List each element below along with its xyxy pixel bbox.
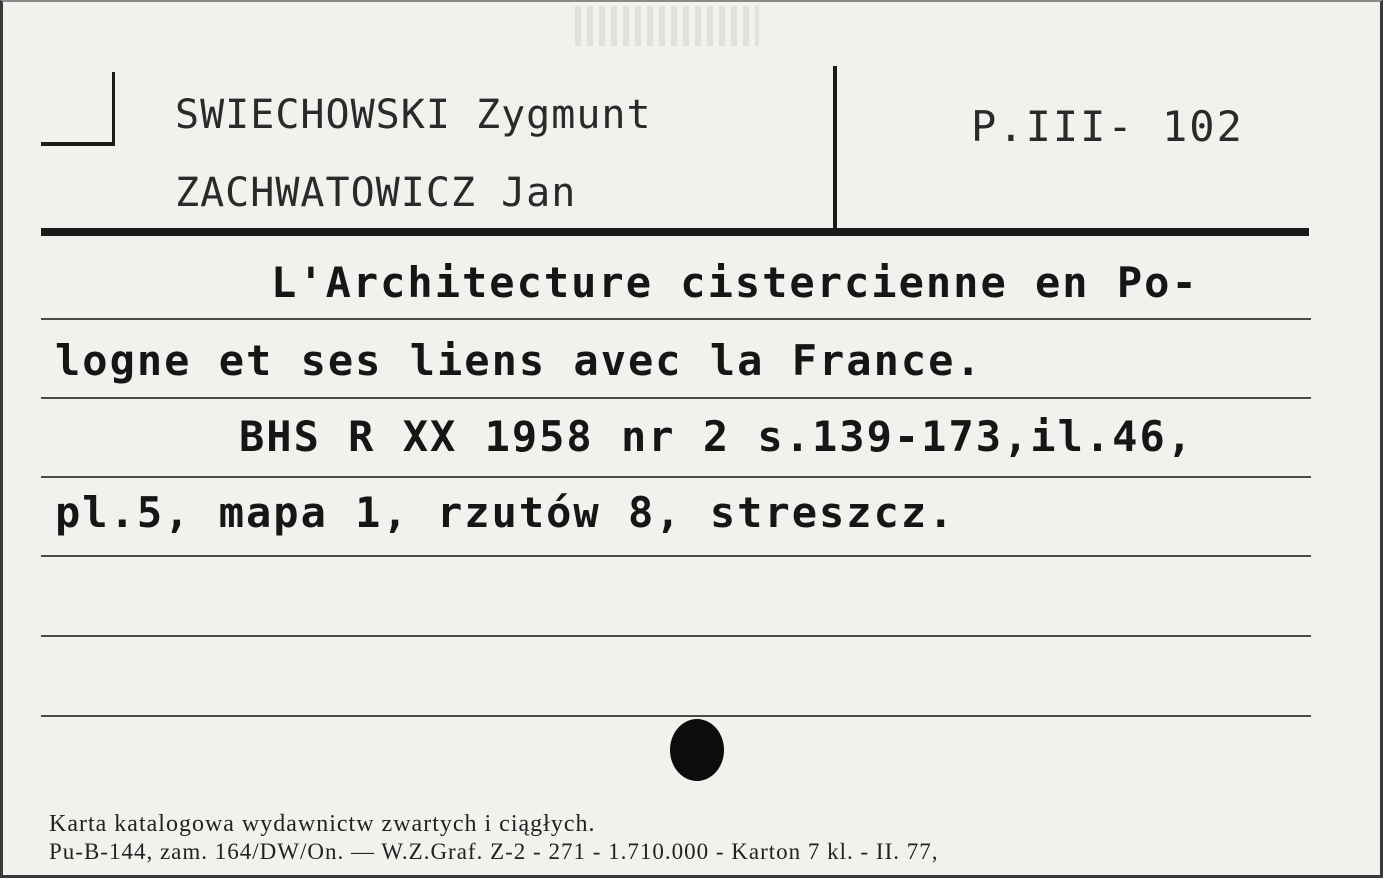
ruled-line — [41, 476, 1311, 478]
ruled-line — [41, 555, 1311, 557]
call-number: P.III- 102 — [971, 102, 1244, 151]
footer-line-1: Karta katalogowa wydawnictw zwartych i ciągłych. — [49, 811, 596, 837]
ruled-line — [41, 397, 1311, 399]
corner-bracket-mark — [41, 72, 115, 146]
source-line-2: pl.5, mapa 1, rzutów 8, streszcz. — [55, 488, 956, 537]
footer-line-2: Pu-B-144, zam. 164/DW/On. — W.Z.Graf. Z-2 - 271 - 1.710.000 - Karton 7 kl. - II. 77, — [49, 839, 939, 864]
title-line-1: L'Architecture cistercienne en Po- — [271, 258, 1199, 307]
header-rule — [41, 228, 1309, 236]
authors-block — [175, 76, 652, 232]
stamp-smudge — [575, 6, 759, 46]
ruled-line — [41, 635, 1311, 637]
ruled-line — [41, 318, 1311, 320]
card-footer — [49, 810, 939, 866]
punch-hole — [670, 719, 724, 781]
header-divider — [833, 66, 837, 228]
author-1: SWIECHOWSKI Zygmunt — [175, 92, 652, 138]
author-2: ZACHWATOWICZ Jan — [175, 170, 577, 216]
ruled-line — [41, 715, 1311, 717]
title-line-2: logne et ses liens avec la France. — [55, 336, 983, 385]
source-line-1: BHS R XX 1958 nr 2 s.139-173,il.46, — [239, 412, 1195, 461]
